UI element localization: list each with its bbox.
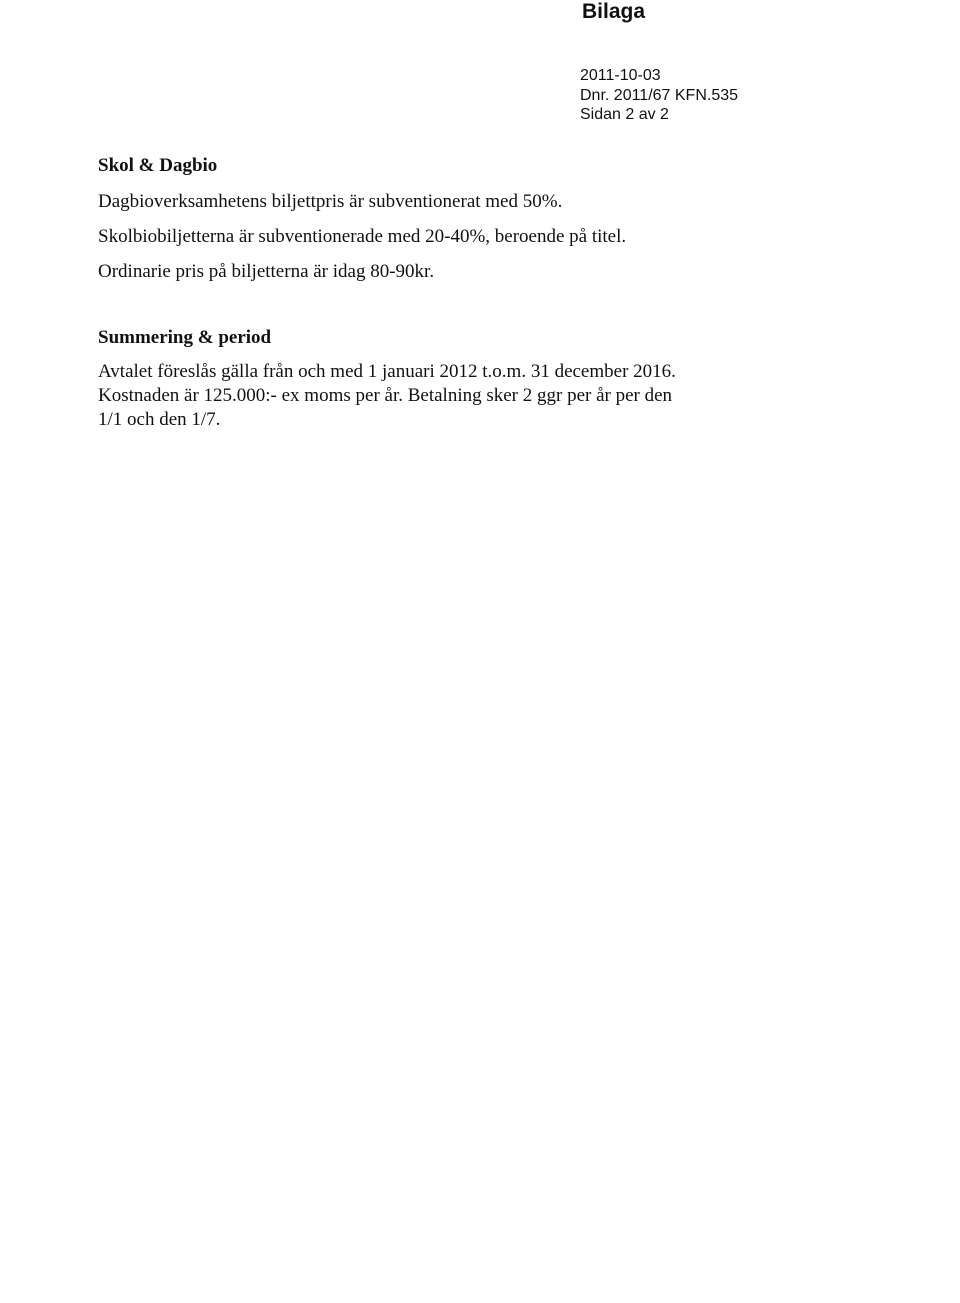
section-heading: Summering & period — [98, 327, 272, 348]
section-heading: Skol & Dagbio — [98, 155, 218, 176]
document-date: 2011-10-03 — [580, 67, 661, 84]
page-number: Sidan 2 av 2 — [580, 106, 669, 123]
paragraph-line: Ordinarie pris på biljetterna är idag 80-90kr. — [98, 261, 435, 282]
document-reference-number: Dnr. 2011/67 KFN.535 — [580, 86, 739, 104]
section-summering-period — [98, 326, 738, 432]
document-meta — [580, 66, 738, 125]
paragraph-line: Dagbioverksamhetens biljettpris är subventionerat med 50%. — [98, 191, 563, 212]
paragraph-line: Skolbiobiljetterna är subventionerade med 20-40%, beroende på titel. — [98, 226, 627, 247]
paragraph-line: Avtalet föreslås gälla från och med 1 januari 2012 t.o.m. 31 december 2016. — [98, 361, 676, 382]
paragraph-line: Kostnaden är 125.000:- ex moms per år. Betalning sker 2 ggr per år per den — [98, 385, 673, 406]
document-title: Bilaga — [582, 0, 646, 23]
paragraph-line: 1/1 och den 1/7. — [98, 409, 221, 430]
section-skol-dagbio — [98, 154, 626, 289]
